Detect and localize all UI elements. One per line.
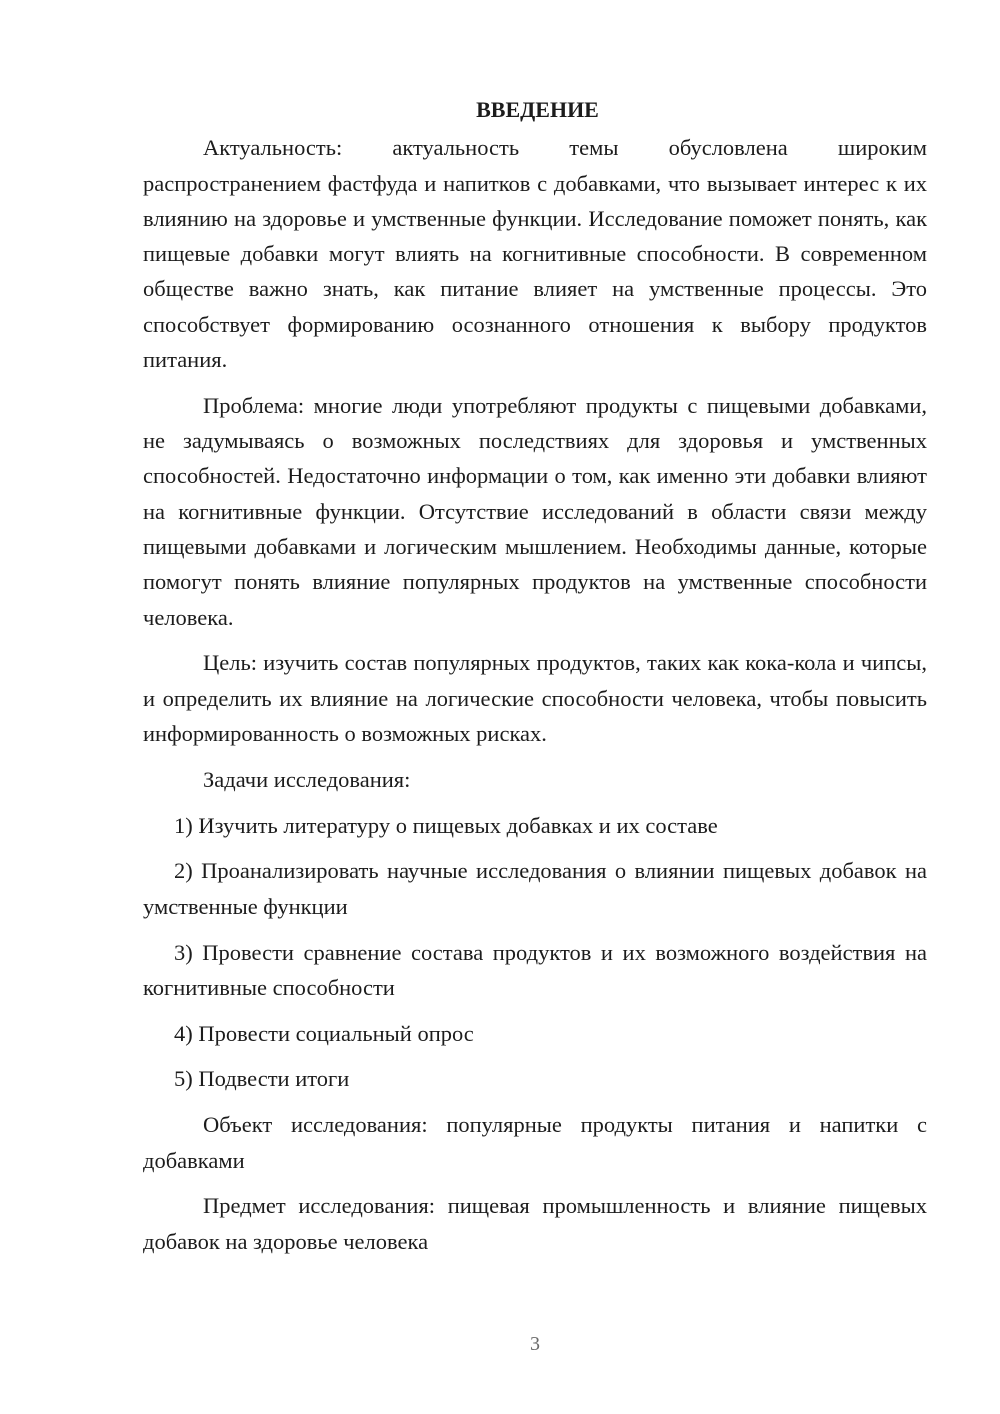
task-item-4: 4) Провести социальный опрос [174,1020,474,1046]
task-item-1: 1) Изучить литературу о пищевых добавках и их составе [174,812,718,838]
section-heading: ВВЕДЕНИЕ [476,97,599,122]
goal-paragraph: Цель: изучить состав популярных продуктов, таких как кока-кола и чипсы, и определить их влияние на логические способности человека, чтобы повысить информированность о возможных рисках. [143,650,927,747]
subject-paragraph: Предмет исследования: пищевая промышленность и влияние пищевых добавок на здоровье человека [143,1193,927,1254]
task-item-2: 2) Проанализировать научные исследования о влиянии пищевых добавок на умственные функции [143,858,927,919]
relevance-paragraph: Актуальность: актуальность темы обусловлена широким распространением фастфуда и напитков с добавками, что вызывает интерес к их влиянию на здоровье и умственные функции. Исследование поможет понять, как пищевые добавки могут влиять на когнитивные способности. В современном обществе важно знать, как питание влияет на умственные процессы. Это способствует формированию осознанного отношения к выбору продуктов питания. [143,135,927,373]
object-paragraph: Объект исследования: популярные продукты питания и напитки с добавками [143,1112,927,1173]
document-body [143,92,927,1269]
task-item-3: 3) Провести сравнение состава продуктов и их возможного воздействия на когнитивные способности [143,939,927,1000]
task-item-5: 5) Подвести итоги [174,1066,350,1092]
page-number: 3 [530,1333,540,1355]
tasks-heading: Задачи исследования: [203,766,411,792]
problem-paragraph: Проблема: многие люди употребляют продукты с пищевыми добавками, не задумываясь о возможных последствиях для здоровья и умственных способностей. Недостаточно информации о том, как именно эти добавки влияют на когнитивные функции. Отсутствие исследований в области связи между пищевыми добавками и логическим мышлением. Необходимы данные, которые помогут понять влияние популярных продуктов на умственные способности человека. [143,392,927,630]
